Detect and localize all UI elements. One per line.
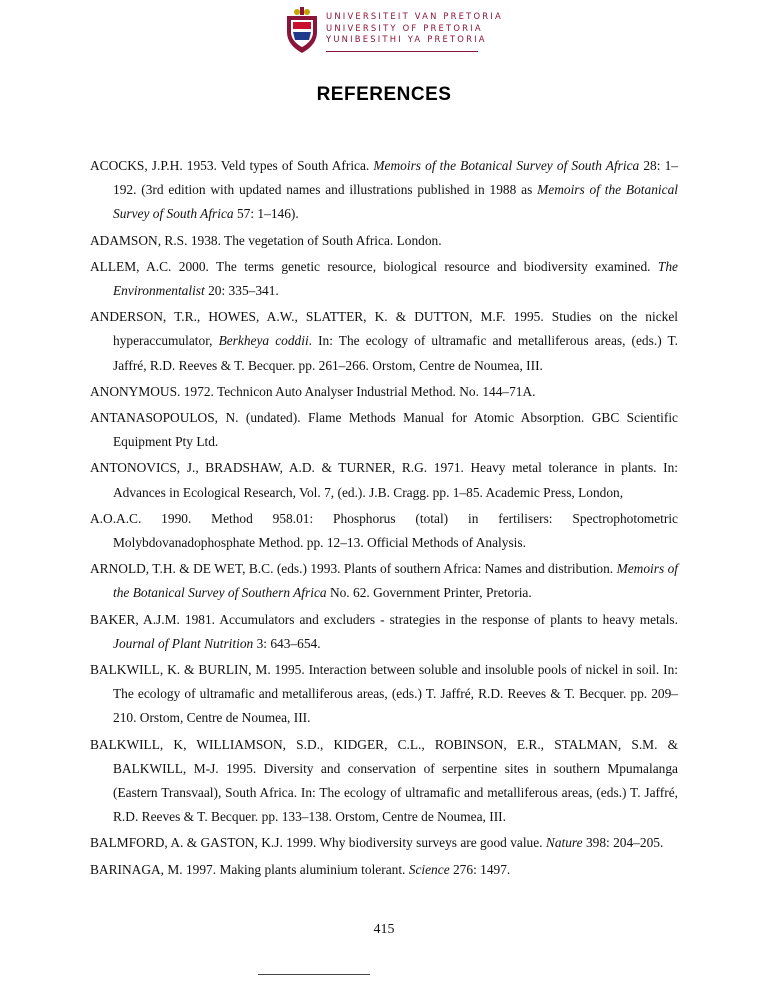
reference-entry [90, 305, 678, 378]
reference-text: 20: 335–341. [204, 283, 279, 299]
reference-entry [90, 456, 678, 504]
reference-text: . In: The ecology of ultramafic and metalliferous areas, (eds.) T. Jaffré, R.D. Reeves & T. Becquer. pp. 261–266. Orstom, Centre de Noumea, III. [113, 333, 679, 373]
footer-rule [258, 974, 370, 975]
reference-entry [90, 154, 678, 227]
reference-text: BALMFORD, A. & GASTON, K.J. 1999. Why biodiversity surveys are good value. [90, 835, 546, 851]
reference-text: BALKWILL, K, WILLIAMSON, S.D., KIDGER, C.L., ROBINSON, E.R., STALMAN, S.M. & BALKWILL, M-J. 1995. Diversity and conservation of serpentine sites in southern Mpumalanga (Eastern Transvaal), South Africa. In: The ecology of ultramafic and metalliferous areas, (eds.) T. Jaffré, R.D. Reeves & T. Becquer. pp. 133–138. Orstom, Centre de Noumea, III. [90, 736, 678, 825]
reference-text: 57: 1–146). [233, 206, 299, 222]
reference-italic-text: Journal of Plant Nutrition [113, 635, 254, 651]
university-name-sepedi: YUNIBESITHI YA PRETORIA [326, 34, 487, 44]
reference-text: A.O.A.C. 1990. Method 958.01: Phosphorus (total) in fertilisers: Spectrophotometric Molybdovanadophosphate Method. pp. 12–13. Official Methods of Analysis. [90, 510, 678, 551]
reference-italic-text: Memoirs of the Botanical Survey of South Africa [373, 158, 640, 173]
page-number: 415 [373, 922, 395, 937]
university-crest-icon [283, 6, 321, 54]
reference-entry [90, 658, 678, 731]
reference-text: BAKER, A.J.M. 1981. Accumulators and excluders - strategies in the response of plants to heavy metals. [90, 611, 678, 627]
reference-text: No. 62. Government Printer, Pretoria. [326, 585, 532, 601]
reference-text: ARNOLD, T.H. & DE WET, B.C. (eds.) 1993. Plants of southern Africa: Names and distribution. [90, 561, 617, 577]
reference-entry [90, 380, 678, 404]
reference-entry [90, 608, 678, 656]
reference-entry [90, 229, 678, 253]
reference-text: ANDERSON, T.R., HOWES, A.W., SLATTER, K. & DUTTON, M.F. 1995. Studies on the nickel hyperaccumulator, [90, 309, 678, 349]
reference-text: 3: 643–654. [253, 635, 321, 651]
reference-italic-text: Science [408, 861, 450, 877]
reference-entry [90, 255, 678, 303]
reference-entry [90, 507, 678, 555]
reference-text: 276: 1497. [449, 861, 511, 877]
reference-italic-text: Memoirs of the Botanical Survey of Southern Africa [113, 561, 678, 601]
university-name-afrikaans: UNIVERSITEIT VAN PRETORIA [326, 11, 503, 21]
reference-entry [90, 733, 678, 830]
reference-text: 398: 204–205. [582, 835, 664, 851]
reference-text: ADAMSON, R.S. 1938. The vegetation of South Africa. London. [90, 232, 442, 248]
reference-text: ACOCKS, J.P.H. 1953. Veld types of South Africa. [90, 158, 374, 173]
university-name-english: UNIVERSITY OF PRETORIA [326, 22, 483, 33]
reference-text: ANONYMOUS. 1972. Technicon Auto Analyser Industrial Method. No. 144–71A. [90, 383, 536, 399]
reference-list [90, 154, 678, 884]
reference-entry [90, 858, 678, 882]
reference-entry [90, 406, 678, 454]
reference-entry [90, 831, 678, 855]
page-title: REFERENCES [316, 84, 452, 105]
reference-text: ALLEM, A.C. 2000. The terms genetic resource, biological resource and biodiversity examined. [90, 258, 658, 274]
university-header [0, 0, 768, 60]
reference-italic-text: Nature [545, 835, 583, 851]
reference-entry [90, 557, 678, 605]
reference-text: BALKWILL, K. & BURLIN, M. 1995. Interaction between soluble and insoluble pools of nickel in soil. In: The ecology of ultramafic and metalliferous areas, (eds.) T. Jaffré, R.D. Reeves & T. Becquer. pp. 209–210. Orstom, Centre de Noumea, III. [90, 662, 678, 726]
header-rule [326, 51, 478, 52]
reference-text: ANTANASOPOULOS, N. (undated). Flame Methods Manual for Atomic Absorption. GBC Scientific Equipment Pty Ltd. [90, 410, 678, 450]
reference-text: 28: 1–192. (3rd edition with updated names and illustrations published in 1988 as [113, 158, 678, 198]
reference-italic-text: Memoirs of the Botanical Survey of South Africa [113, 182, 678, 222]
reference-text: BARINAGA, M. 1997. Making plants aluminium tolerant. [90, 861, 409, 877]
reference-italic-text: Berkheya coddii [218, 333, 309, 349]
reference-italic-text: The Environmentalist [113, 258, 678, 299]
reference-text: ANTONOVICS, J., BRADSHAW, A.D. & TURNER, R.G. 1971. Heavy metal tolerance in plants. In: Advances in Ecological Research, Vol. 7, (ed.). J.B. Cragg. pp. 1–85. Academic Press, London, [90, 460, 678, 500]
